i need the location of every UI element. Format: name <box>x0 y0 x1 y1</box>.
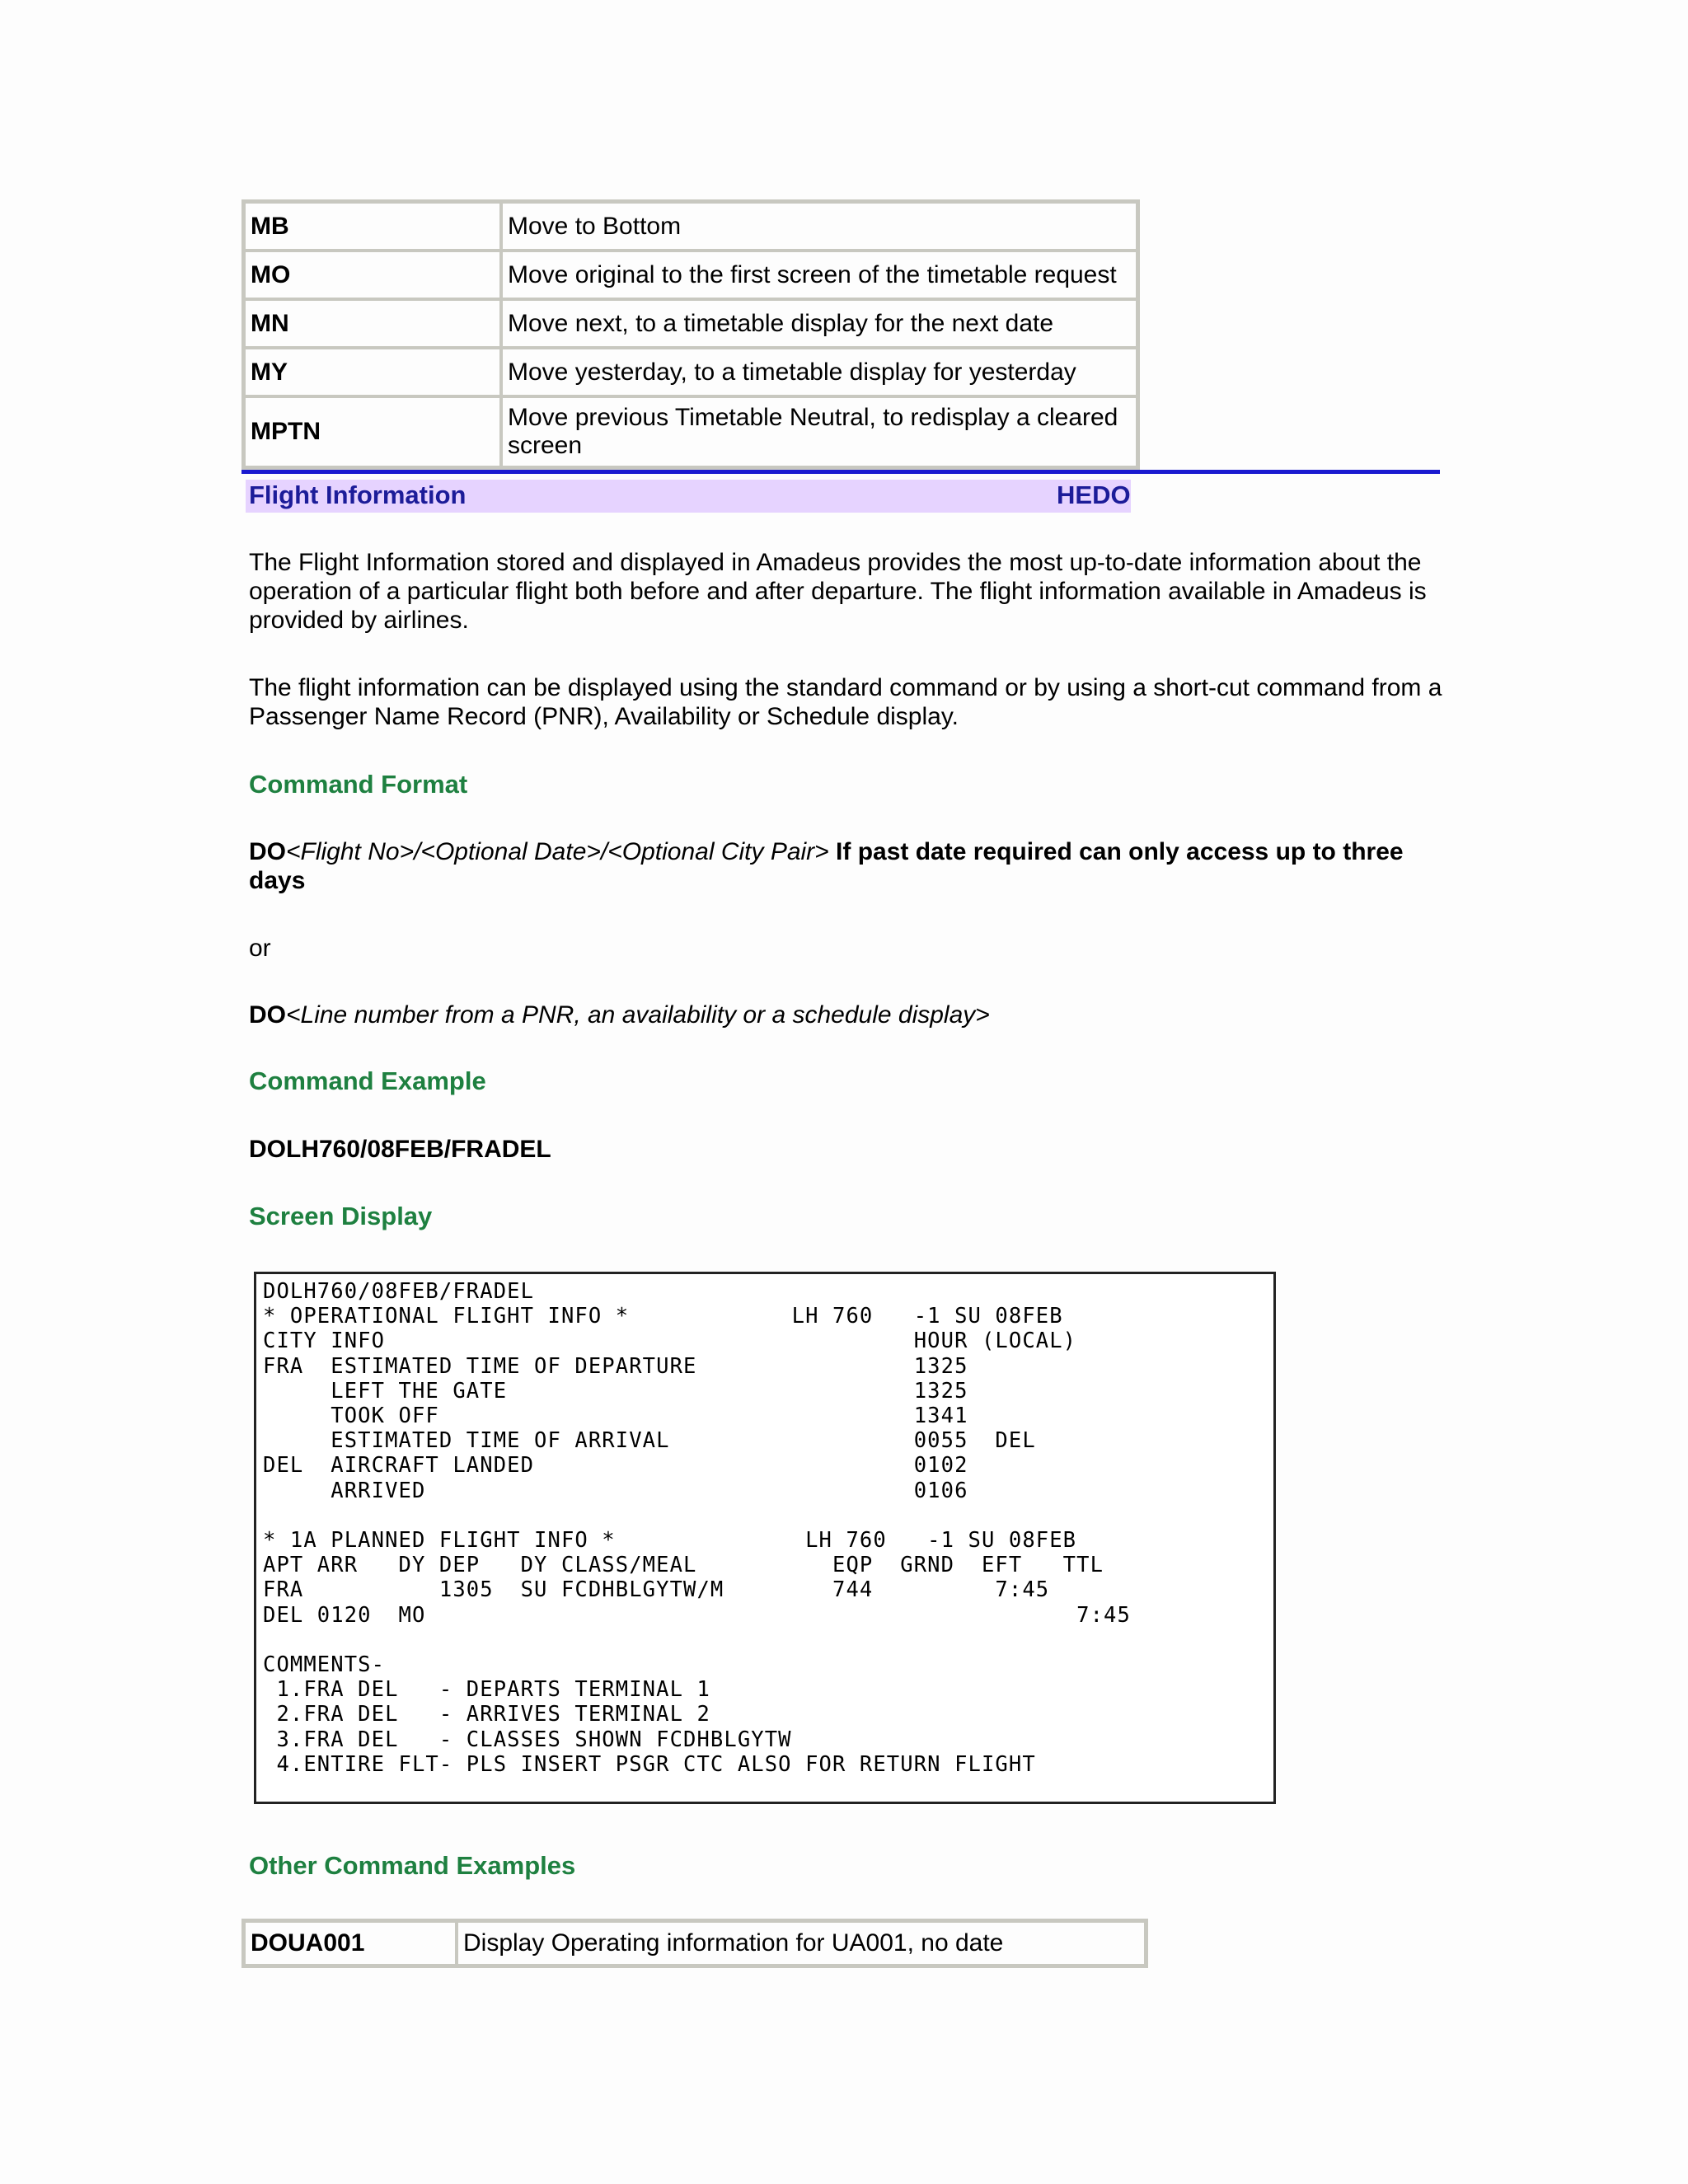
terminal-screen <box>254 1272 1276 1804</box>
or-text: or <box>249 935 271 962</box>
command-example-heading: Command Example <box>249 1066 486 1095</box>
screen-display-heading: Screen Display <box>249 1202 433 1230</box>
command-format-line <box>249 1001 1444 1029</box>
command-description: Display Operating information for UA001, no date <box>457 1921 1146 1966</box>
move-commands-table <box>241 199 1140 470</box>
section-title: Flight Information <box>249 480 467 509</box>
command-code: MPTN <box>244 396 501 467</box>
command-description: Move to Bottom <box>501 202 1137 251</box>
table-row <box>244 1921 1146 1966</box>
table-row <box>244 348 1137 396</box>
other-examples-table <box>241 1919 1148 1968</box>
other-examples-heading: Other Command Examples <box>249 1851 576 1880</box>
terminal-output: DOLH760/08FEB/FRADEL * OPERATIONAL FLIGHT INFO * LH 760 -1 SU 08FEB CITY INFO HOUR (LOCAL) FRA ESTIMATED TIME OF DEPARTURE 1325 LEFT THE GATE 1325 TOOK OFF 1341 ESTIMATED TIME OF ARRIVAL 0055 DEL DEL AIRCRAFT LANDED 0102 ARRIVED 0106 * 1A PLANNED FLIGHT INFO * LH 760 -1 SU 08FEB APT ARR DY DEP DY CLASS/MEAL EQP GRND EFT TTL FRA 1305 SU FCDHBLGYTW/M 744 7:45 DEL 0120 MO 7:45 COMMENTS- 1.FRA DEL - DEPARTS TERMINAL 1 2.FRA DEL - ARRIVES TERMINAL 2 3.FRA DEL - CLASSES SHOWN FCDHBLGYTW 4.ENTIRE FLT- PLS INSERT PSGR CTC ALSO FOR RETURN FLIGHT <box>263 1279 1131 1777</box>
command-syntax: <Line number from a PNR, an availability or a schedule display> <box>286 1001 990 1029</box>
command-prefix: DO <box>249 1001 286 1029</box>
command-example: DOLH760/08FEB/FRADEL <box>249 1136 551 1163</box>
command-code: DOUA001 <box>244 1921 457 1966</box>
command-code: MN <box>244 299 501 348</box>
command-description: Move original to the first screen of the timetable request <box>501 251 1137 299</box>
command-description: Move yesterday, to a timetable display for yesterday <box>501 348 1137 396</box>
command-format-line <box>249 837 1436 895</box>
intro-paragraph: The Flight Information stored and displayed in Amadeus provides the most up-to-date information about the operation of a particular flight both before and after departure. The flight information available in Amadeus is provided by airlines. <box>249 549 1427 634</box>
command-format-heading: Command Format <box>249 770 468 799</box>
intro-paragraph: The flight information can be displayed using the standard command or by using a short-cut command from a Passenger Name Record (PNR), Availability or Schedule display. <box>249 674 1442 730</box>
section-divider <box>241 470 1440 474</box>
table-row <box>244 299 1137 348</box>
table-row <box>244 202 1137 251</box>
command-description: Move previous Timetable Neutral, to redisplay a cleared screen <box>501 396 1137 467</box>
command-code: MO <box>244 251 501 299</box>
table-row <box>244 251 1137 299</box>
table-row <box>244 396 1137 467</box>
command-note: If past date required can only access up to three days <box>249 838 1404 894</box>
section-code: HEDO <box>1057 480 1131 509</box>
command-prefix: DO <box>249 838 286 865</box>
command-description: Move next, to a timetable display for the next date <box>501 299 1137 348</box>
command-code: MY <box>244 348 501 396</box>
command-code: MB <box>244 202 501 251</box>
command-syntax: <Flight No>/<Optional Date>/<Optional City Pair> <box>286 838 829 865</box>
